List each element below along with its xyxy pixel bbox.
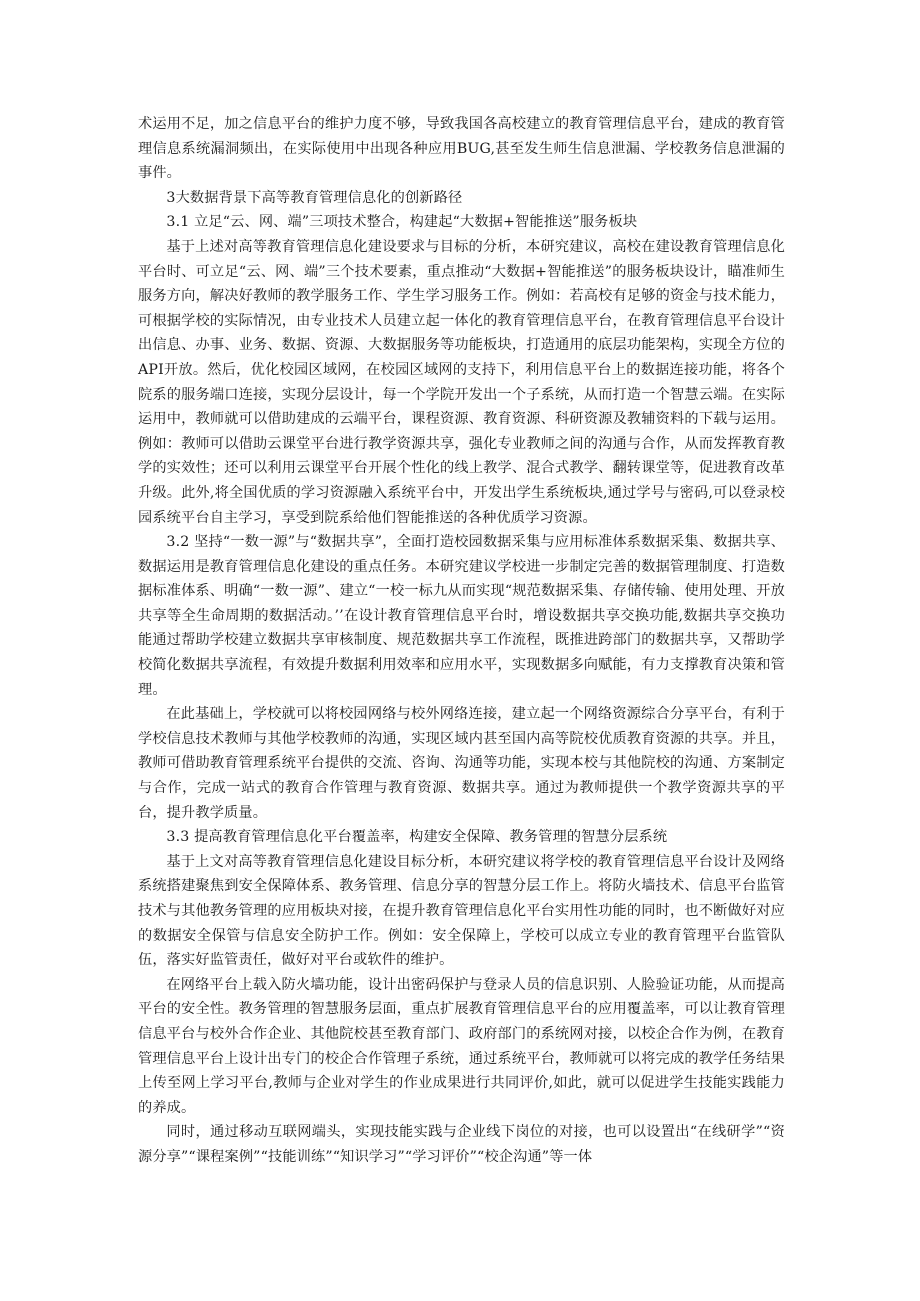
- section-heading-3: 3大数据背景下高等教育管理信息化的创新路径: [166, 189, 463, 206]
- document-body: [138, 112, 785, 1170]
- paragraph-mobile-internet: 同时，通过移动互联网端头，实现技能实践与企业线下岗位的对接，也可以设置出“在线研学”“资源分享”“课程案例”“技能训练”“知识学习”“学习评价”“校企沟通”等一体: [138, 1124, 785, 1165]
- paragraph-3-1-body: 基于上述对高等教育管理信息化建设要求与目标的分析，本研究建议，高校在建设教育管理信息化平台时、可立足“云、网、端”三个技术要素，重点推动“大数据+智能推送”的服务板块设计，瞄准师生服务方向，解决好教师的教学服务工作、学生学习服务工作。例如：若高校有足够的资金与技术能力，可根据学校的实际情况，由专业技术人员建立起一体化的教育管理信息平台，在教育管理信息平台设计出信息、办事、业务、数据、资源、大数据服务等功能板块，打造通用的底层功能架构，实现全方位的API开放。然后，优化校园区域网，在校园区域网的支持下，利用信息平台上的数据连接功能，将各个院系的服务端口连接，实现分层设计，每一个学院开发出一个子系统，从而打造一个智慧云端。在实际运用中，教师就可以借助建成的云端平台，课程资源、教育资源、科研资源及教辅资料的下载与运用。例如：教师可以借助云课堂平台进行教学资源共享，强化专业教师之间的沟通与合作，从而发挥教育教学的实效性；还可以利用云课堂平台开展个性化的线上教学、混合式教学、翻转课堂等，促进教育改革升级。此外,将全国优质的学习资源融入系统平台中，开发出学生系统板块,通过学号与密码,可以登录校园系统平台自主学习，享受到院系给他们智能推送的各种优质学习资源。: [138, 238, 785, 526]
- paragraph-3-3-body: 基于上文对高等教育管理信息化建设目标分析，本研究建议将学校的教育管理信息平台设计及网络系统搭建聚焦到安全保障体系、教务管理、信息分享的智慧分层工作上。将防火墙技术、信息平台监管技术与其他教务管理的应用板块对接，在提升教育管理信息化平台实用性功能的同时，也不断做好对应的数据安全保管与信息安全防护工作。例如：安全保障上，学校可以成立专业的教育管理平台监管队伍，落实好监管责任，做好对平台或软件的维护。: [138, 853, 785, 969]
- paragraph-continuation: 术运用不足，加之信息平台的维护力度不够，导致我国各高校建立的教育管理信息平台，建成的教育管理信息系统漏洞频出，在实际使用中出现各种应用BUG,甚至发生师生信息泄漏、学校教务信息泄漏的事件。: [138, 116, 785, 182]
- paragraph-resource-sharing: 在此基础上，学校就可以将校园网络与校外网络连接，建立起一个网络资源综合分享平台，有利于学校信息技术教师与其他学校教师的沟通，实现区域内甚至国内高等院校优质教育资源的共享。并且，教师可借助教育管理系统平台提供的交流、咨询、沟通等功能，实现本校与其他院校的沟通、方案制定与合作，完成一站式的教育合作管理与教育资源、数据共享。通过为教师提供一个教学资源共享的平台，提升教学质量。: [138, 706, 785, 821]
- paragraph-firewall: 在网络平台上载入防火墙功能，设计出密码保护与登录人员的信息识别、人脸验证功能，从而提高平台的安全性。教务管理的智慧服务层面，重点扩展教育管理信息平台的应用覆盖率，可以让教育管理信息平台与校外合作企业、其他院校甚至教育部门、政府部门的系统网对接，以校企合作为例，在教育管理信息平台上设计出专门的校企合作管理子系统，通过系统平台，教师就可以将完成的教学任务结果上传至网上学习平台,教师与企业对学生的作业成果进行共同评价,如此，就可以促进学生技能实践能力的养成。: [138, 976, 785, 1116]
- paragraph-3-2-body: 3.2 坚持“一数一源”与“数据共享”，全面打造校园数据采集与应用标准体系数据采集、数据共享、数据运用是教育管理信息化建设的重点任务。本研究建议学校进一步制定完善的数据管理制度、打造数据标准体系、明确“一数一源”、建立“一校一标九从而实现“规范数据采集、存储传输、使用处理、开放共享等全生命周期的数据活动。’’在设计教育管理信息平台时，增设数据共享交换功能,数据共享交换功能通过帮助学校建立数据共享审核制度、规范数据共享工作流程，既推进跨部门的数据共享，又帮助学校简化数据共享流程，有效提升数据利用效率和应用水平，实现数据多向赋能，有力支撑教育决策和管理。: [138, 534, 785, 698]
- subsection-heading-3-1: 3.1 立足“云、网、端”三项技术整合，构建起“大数据+智能推送”服务板块: [166, 214, 638, 231]
- subsection-heading-3-3: 3.3 提高教育管理信息化平台覆盖率，构建安全保障、教务管理的智慧分层系统: [166, 829, 668, 846]
